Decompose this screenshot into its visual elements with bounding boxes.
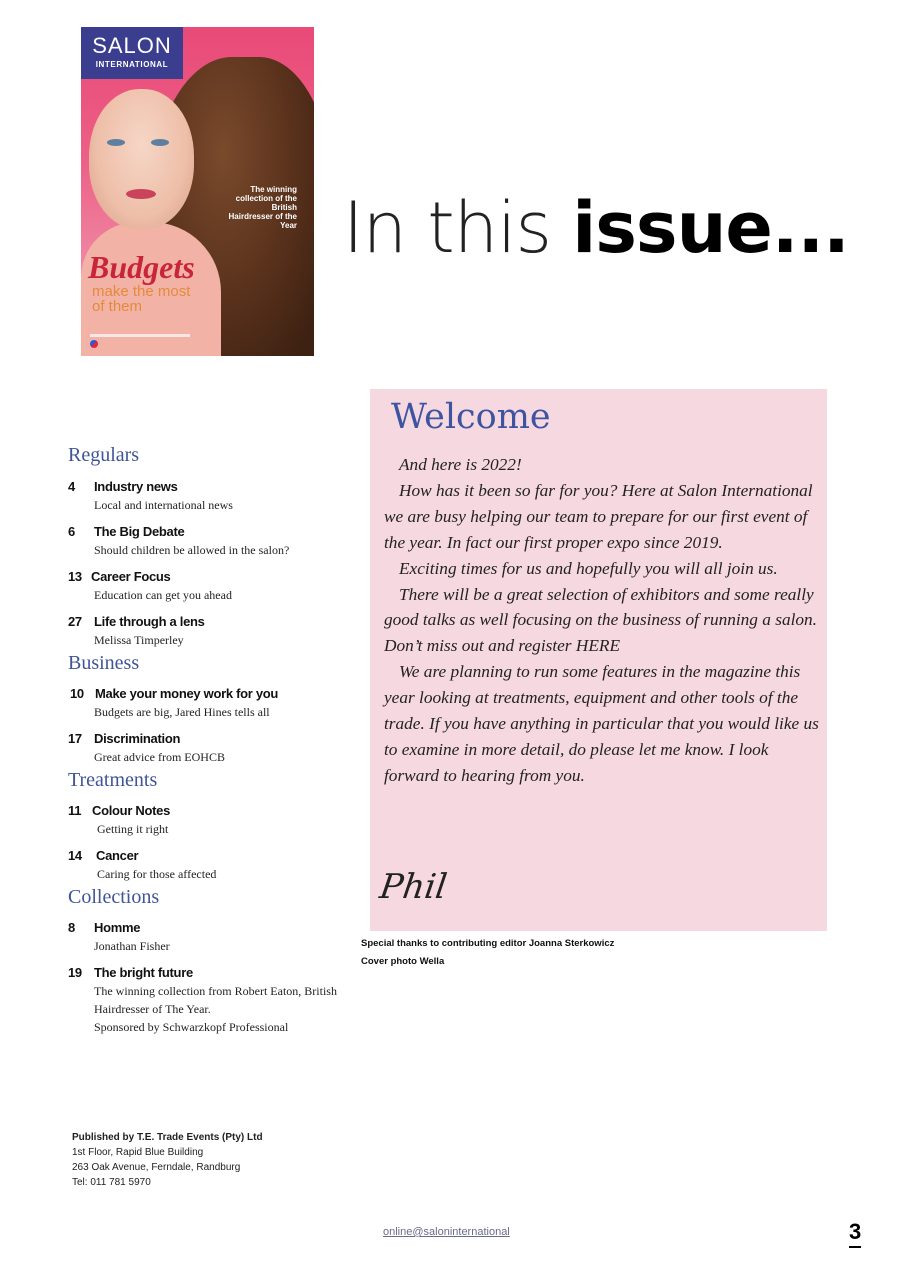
section-treatments: Treatments [68,769,158,791]
toc-title[interactable]: Discrimination [94,731,181,746]
toc-num: 10 [70,686,84,701]
toc-num: 19 [68,965,82,980]
toc-title[interactable]: The Big Debate [94,524,185,539]
toc-desc: Hairdresser of The Year. [94,1002,211,1016]
toc-num: 4 [68,479,75,494]
toc-title[interactable]: Colour Notes [92,803,171,818]
masthead-international: INTERNATIONAL [95,60,169,69]
welcome-body [384,452,824,789]
cover-logo-icon [90,340,98,348]
cover-small-print [90,334,190,337]
toc-desc: The winning collection from Robert Eaton, British [94,984,337,998]
toc-title[interactable]: Make your money work for you [95,686,279,701]
photo-credit: Cover photo Wella [361,956,445,967]
signature: Phil [377,867,450,907]
publisher-info [72,1130,263,1190]
welcome-paragraph: How has it been so far for you? Here at Salon International we are busy helping our team to prepare for our first event of the year. In fact our first proper expo since 2019. [384,480,813,552]
page-title-bold: issue... [572,187,849,269]
welcome-title: Welcome [391,397,551,437]
toc-desc: Budgets are big, Jared Hines tells all [94,705,270,719]
toc-num: 27 [68,614,82,629]
cover-image [81,27,314,356]
cover-headline: Budgets [88,249,195,285]
section-regulars: Regulars [68,444,140,466]
toc-desc: Getting it right [97,822,169,836]
publisher-name: Published by T.E. Trade Events (Pty) Ltd [72,1132,263,1143]
toc-title[interactable]: Career Focus [91,569,171,584]
toc-desc: Should children be allowed in the salon? [94,543,290,557]
publisher-address-line: 263 Oak Avenue, Ferndale, Randburg [72,1162,241,1173]
toc-num: 6 [68,524,75,539]
editor-credit: Special thanks to contributing editor Joanna Sterkowicz [361,938,615,949]
toc-desc: Local and international news [94,498,233,512]
welcome-paragraph: There will be a great selection of exhibitors and some really good talks as well focusing on the business of running a salon. Don’t miss out and register HERE [384,584,817,656]
toc-title[interactable]: Cancer [96,848,139,863]
page-title [343,186,849,270]
toc-title[interactable]: Life through a lens [94,614,205,629]
section-business: Business [68,652,140,674]
toc-num: 14 [68,848,82,863]
toc-desc: Education can get you ahead [94,588,232,602]
page-title-light: In this [343,187,573,269]
email-link[interactable]: online@saloninternational [383,1226,510,1238]
toc-title[interactable]: Industry news [94,479,178,494]
toc-desc: Great advice from EOHCB [94,750,225,764]
welcome-paragraph: And here is 2022! [399,455,522,474]
toc-desc: Jonathan Fisher [94,939,170,953]
toc-desc: Sponsored by Schwarzkopf Professional [94,1020,289,1034]
welcome-panel [370,389,827,931]
welcome-paragraph: We are planning to run some features in the magazine this year looking at treatments, equipment and other tools of the trade. If you have anything in particular that you would like us to examine in more detail, do please let me know. I look forward to hearing from you. [384,662,819,785]
cover-eye-left [107,139,125,146]
publisher-address-line: 1st Floor, Rapid Blue Building [72,1147,204,1158]
cover-eye-right [151,139,169,146]
section-collections: Collections [68,886,160,908]
page-number: 3 [849,1218,861,1248]
toc-title[interactable]: The bright future [94,965,193,980]
toc-num: 8 [68,920,75,935]
publisher-tel: Tel: 011 781 5970 [72,1177,151,1188]
cover-subline: make the most of them [92,283,191,315]
toc-num: 11 [68,803,82,818]
cover-masthead [81,27,183,79]
toc-num: 17 [68,731,82,746]
toc-title[interactable]: Homme [94,920,141,935]
masthead-salon: SALON [92,33,172,58]
toc-desc: Caring for those affected [97,867,217,881]
welcome-paragraph: Exciting times for us and hopefully you will all join us. [399,558,778,578]
cover-tagline: The winning collection of the British Hairdresser of the Year [228,185,297,230]
toc-num: 13 [68,569,82,584]
toc-desc: Melissa Timperley [94,633,184,647]
cover-lips [126,189,156,199]
cover-face [89,89,194,229]
